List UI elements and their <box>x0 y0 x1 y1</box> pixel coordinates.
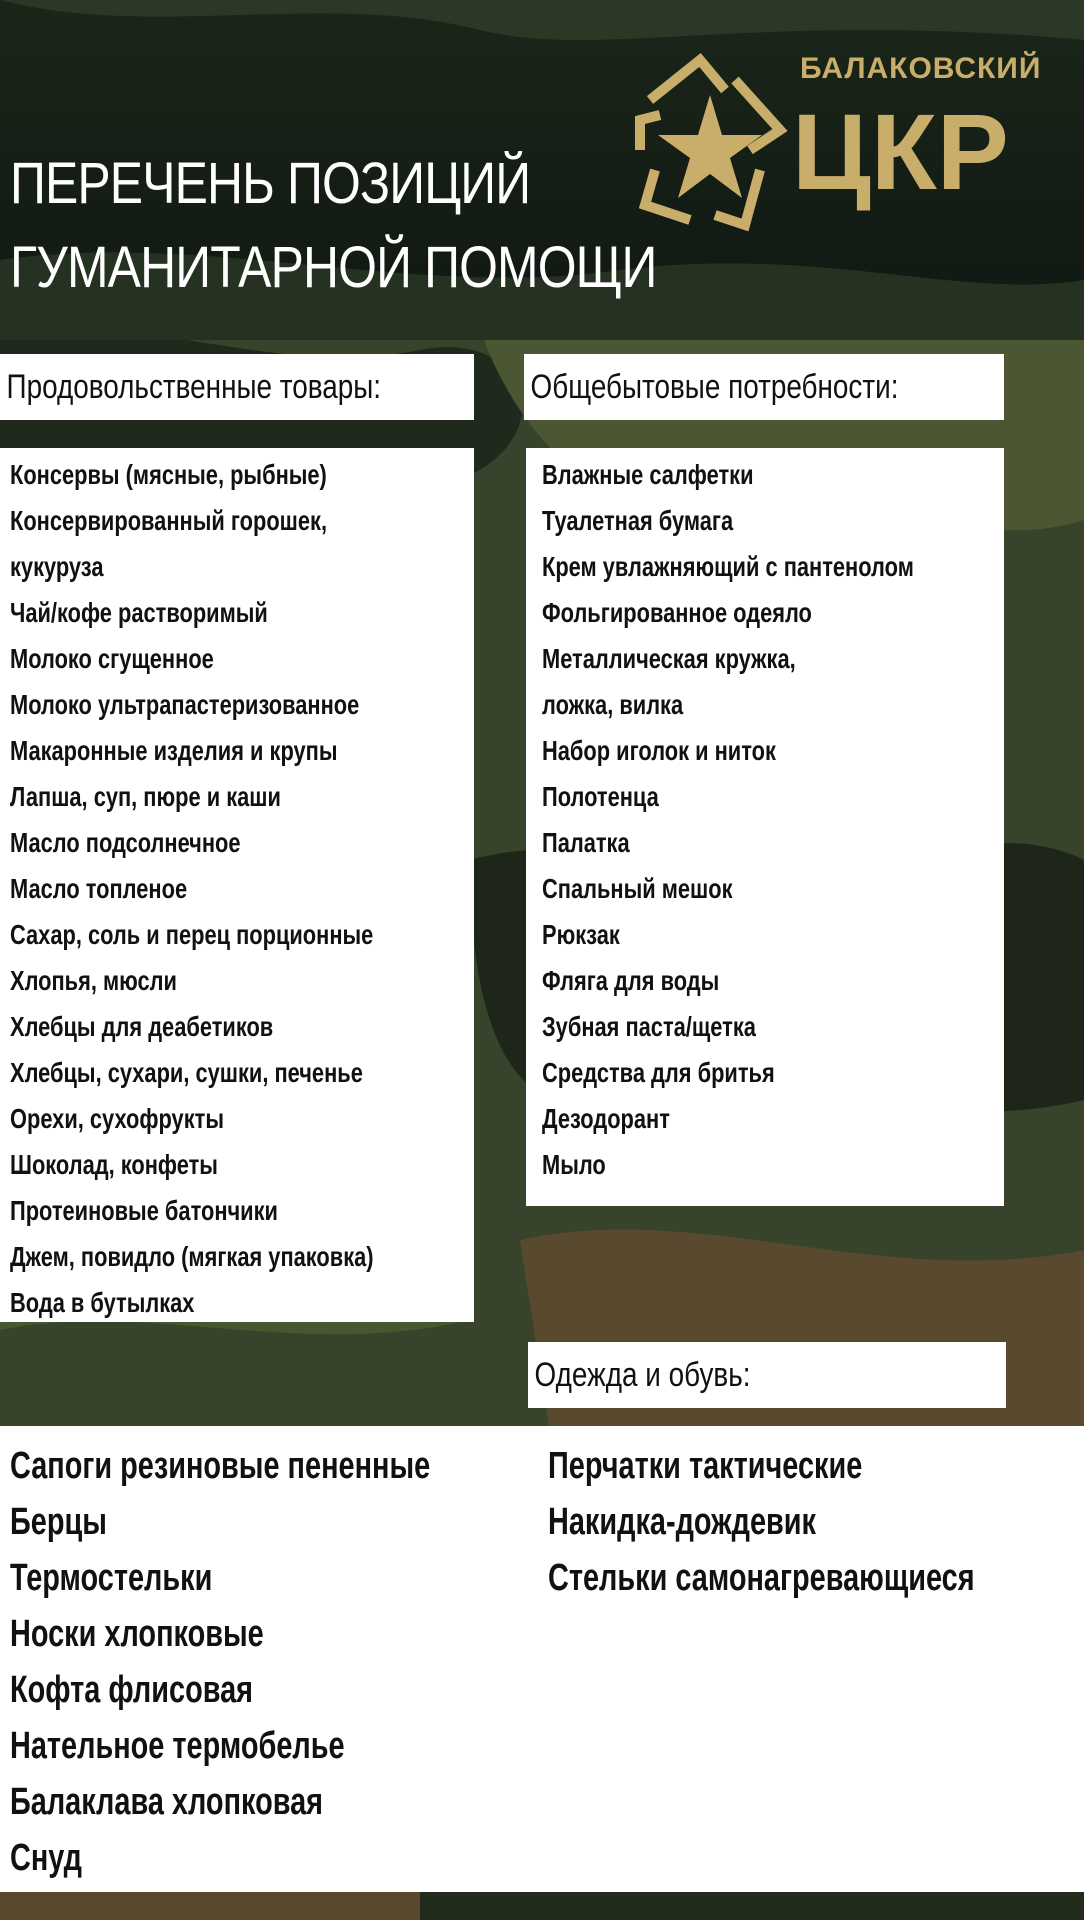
list-item: ложка, вилка <box>542 689 684 720</box>
title-line-2: ГУМАНИТАРНОЙ ПОМОЩИ <box>10 235 657 300</box>
list-item: Дезодорант <box>542 1103 670 1134</box>
list-item: Хлопья, мюсли <box>10 965 177 996</box>
list-item: Зубная паста/щетка <box>542 1011 756 1042</box>
list-item: Перчатки тактические <box>548 1445 863 1487</box>
list-item: Чай/кофе растворимый <box>10 597 268 628</box>
list-item: Молоко ультрапастеризованное <box>10 689 360 720</box>
list-item: Кофта флисовая <box>10 1669 254 1711</box>
clothing-list-left <box>10 1438 530 1886</box>
list-item: Средства для бритья <box>542 1057 775 1088</box>
list-item: Металлическая кружка, <box>542 643 796 674</box>
list-item: Орехи, сухофрукты <box>10 1103 224 1134</box>
list-item: Фляга для воды <box>542 965 720 996</box>
list-item: Вода в бутылках <box>10 1287 195 1318</box>
list-item: Шоколад, конфеты <box>10 1149 218 1180</box>
list-item: Макаронные изделия и крупы <box>10 735 338 766</box>
clothing-heading: Одежда и обувь: <box>534 1356 751 1394</box>
page-title <box>10 142 657 310</box>
list-item: Лапша, суп, пюре и каши <box>10 781 281 812</box>
list-item: Джем, повидло (мягкая упаковка) <box>10 1241 374 1272</box>
list-item: Протеиновые батончики <box>10 1195 278 1226</box>
list-item: Спальный мешок <box>542 873 733 904</box>
list-item: Молоко сгущенное <box>10 643 214 674</box>
brand-name-small: БАЛАКОВСКИЙ <box>800 52 1042 85</box>
household-list <box>542 452 1004 1188</box>
food-heading: Продовольственные товары: <box>6 368 382 406</box>
list-item: Полотенца <box>542 781 659 812</box>
list-item: Фольгированное одеяло <box>542 597 812 628</box>
list-item: Накидка-дождевик <box>548 1501 817 1543</box>
food-list-box <box>0 448 474 1322</box>
list-item: Рюкзак <box>542 919 620 950</box>
clothing-heading-box <box>528 1342 1006 1408</box>
list-item: Влажные салфетки <box>542 459 754 490</box>
list-item: Берцы <box>10 1501 107 1543</box>
list-item: Носки хлопковые <box>10 1613 264 1655</box>
list-item: Хлебцы, сухари, сушки, печенье <box>10 1057 363 1088</box>
header <box>0 0 1084 340</box>
clothing-list-right <box>548 1438 1068 1606</box>
list-item: Снуд <box>10 1837 82 1879</box>
food-heading-box <box>0 354 474 420</box>
list-item: Балаклава хлопковая <box>10 1781 324 1823</box>
list-item: Нательное термобелье <box>10 1725 345 1767</box>
list-item: Масло подсолнечное <box>10 827 241 858</box>
food-list <box>10 452 474 1326</box>
list-item: Набор иголок и ниток <box>542 735 776 766</box>
list-item: Консервированный горошек, <box>10 505 328 536</box>
list-item: Палатка <box>542 827 630 858</box>
list-item: Термостельки <box>10 1557 213 1599</box>
list-item: Консервы (мясные, рыбные) <box>10 459 327 490</box>
list-item: Стельки самонагревающиеся <box>548 1557 975 1599</box>
list-item: Крем увлажняющий с пантенолом <box>542 551 914 582</box>
household-heading-box <box>524 354 1004 420</box>
list-item: кукуруза <box>10 551 104 582</box>
clothing-list-box <box>0 1426 1084 1892</box>
brand-name-large: ЦКР <box>792 91 1009 212</box>
list-item: Туалетная бумага <box>542 505 734 536</box>
household-list-box <box>526 448 1004 1206</box>
title-line-1: ПЕРЕЧЕНЬ ПОЗИЦИЙ <box>10 151 531 216</box>
list-item: Мыло <box>542 1149 606 1180</box>
household-heading: Общебытовые потребности: <box>530 368 899 406</box>
list-item: Хлебцы для деабетиков <box>10 1011 274 1042</box>
star-logo-icon <box>630 40 790 240</box>
list-item: Масло топленое <box>10 873 188 904</box>
list-item: Сахар, соль и перец порционные <box>10 919 374 950</box>
list-item: Сапоги резиновые пененные <box>10 1445 431 1487</box>
